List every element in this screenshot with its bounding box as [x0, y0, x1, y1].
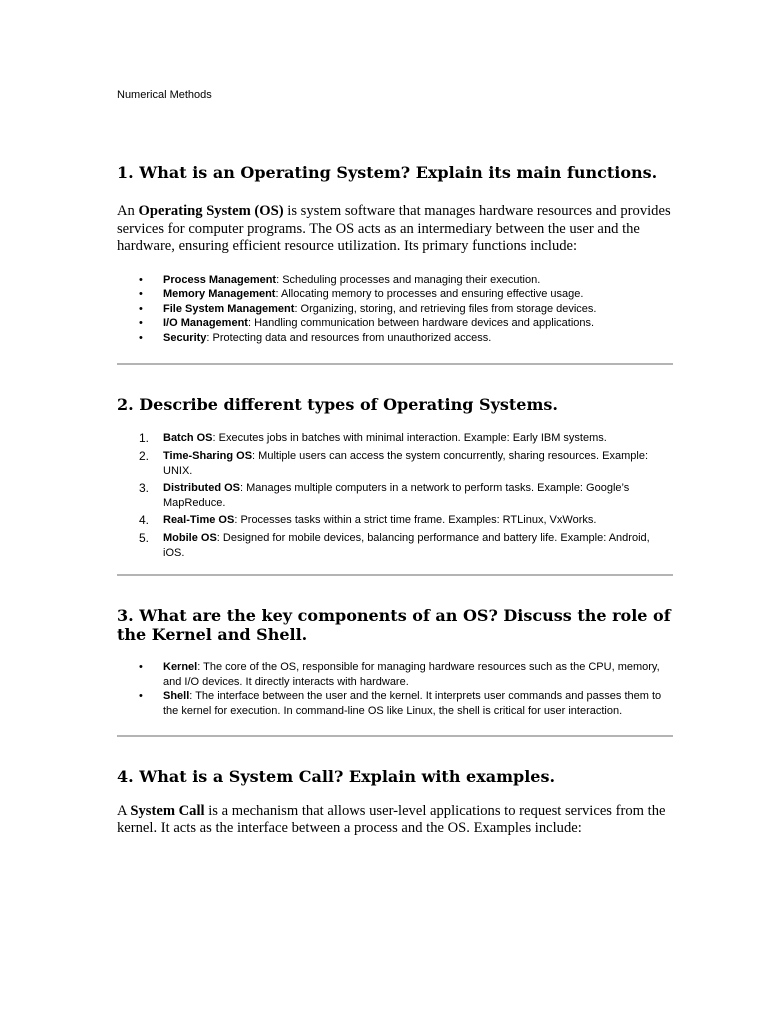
page-header: Numerical Methods: [117, 89, 212, 101]
list-item-term: Time-Sharing OS: [163, 450, 253, 463]
numbered-item: [117, 431, 673, 446]
list-item-term: Mobile OS: [163, 532, 217, 545]
q4-heading: 4. What is a System Call? Explain with examples.: [117, 766, 556, 786]
list-item-text: : Handling communication between hardware devices and applications.: [247, 317, 595, 330]
q1-heading: 1. What is an Operating System? Explain its main functions.: [117, 163, 658, 182]
bullet-marker: •: [139, 331, 143, 344]
numbered-item: [117, 531, 673, 560]
list-item-text: : Processes tasks within a strict time frame. Examples: RTLinux, VxWorks.: [234, 514, 597, 527]
numbered-item: [117, 513, 673, 528]
numbered-item: [117, 449, 673, 478]
q3-heading: 3. What are the key components of an OS? Discuss the role of the Kernel and Shell.: [117, 606, 671, 645]
q2-types-list: [117, 431, 673, 560]
q1-function-list: [117, 273, 673, 346]
section-q4: [117, 767, 673, 838]
list-item-text: : Protecting data and resources from unauthorized access.: [206, 331, 492, 344]
list-item: [117, 689, 673, 718]
item-number: 2.: [139, 449, 150, 464]
item-number: 3.: [139, 481, 150, 496]
q4-intro-prefix: A: [117, 802, 131, 819]
q4-intro-rest: is a mechanism that allows user-level applications to request services from the kernel. It acts as the interface between a process and the OS. Examples include:: [117, 802, 666, 837]
numbered-item: [117, 481, 673, 510]
list-item: [117, 287, 673, 302]
section-q2: [117, 395, 673, 560]
list-item-text: : The interface between the user and the kernel. It interprets user commands and passes them to the kernel for execution. In command-line OS like Linux, the shell is critical for user interaction.: [163, 690, 662, 717]
list-item-term: Security: [163, 331, 207, 344]
q4-intro-paragraph: [117, 803, 673, 838]
bullet-marker: •: [139, 690, 143, 703]
document-body: [117, 163, 673, 838]
list-item-term: Kernel: [163, 661, 198, 674]
list-item-text: : Manages multiple computers in a network to perform tasks. Example: Google’s MapReduce.: [163, 482, 630, 509]
list-item-term: Batch OS: [163, 432, 213, 445]
list-item-term: Shell: [163, 690, 190, 703]
section-q1: [117, 163, 673, 345]
list-item-text: : Allocating memory to processes and ensuring effective usage.: [275, 288, 584, 301]
list-item-term: Distributed OS: [163, 482, 241, 495]
list-item-term: Process Management: [163, 273, 277, 286]
list-item-text: : Organizing, storing, and retrieving files from storage devices.: [294, 302, 597, 315]
item-number: 5.: [139, 531, 150, 546]
q1-intro-prefix: An: [117, 203, 139, 219]
list-item-term: I/O Management: [163, 317, 248, 330]
section-divider: [117, 574, 673, 576]
list-item: [117, 331, 673, 346]
list-item: [117, 302, 673, 317]
item-number: 4.: [139, 513, 150, 528]
bullet-marker: •: [139, 288, 143, 301]
list-item-text: : Scheduling processes and managing their execution.: [276, 273, 541, 286]
q4-intro-bold: System Call: [130, 802, 205, 819]
bullet-marker: •: [139, 317, 143, 330]
list-item-term: Memory Management: [163, 288, 276, 301]
list-item-text: : Executes jobs in batches with minimal interaction. Example: Early IBM systems.: [212, 432, 607, 445]
q1-intro-paragraph: [117, 203, 673, 256]
list-item-text: : The core of the OS, responsible for managing hardware resources such as the CPU, memory, and I/O devices. It directly interacts with hardware.: [163, 661, 660, 688]
list-item: [117, 316, 673, 331]
q1-intro-bold: Operating System (OS): [138, 203, 284, 219]
bullet-marker: •: [139, 302, 143, 315]
list-item-term: File System Management: [163, 302, 295, 315]
q2-heading: 2. Describe different types of Operating Systems.: [117, 395, 558, 415]
bullet-marker: •: [139, 273, 143, 286]
q3-components-list: [117, 660, 673, 718]
bullet-marker: •: [139, 661, 143, 674]
list-item-text: : Designed for mobile devices, balancing performance and battery life. Example: Android, iOS.: [163, 532, 650, 559]
item-number: 1.: [139, 431, 150, 446]
list-item: [117, 660, 673, 689]
section-divider: [117, 735, 673, 737]
section-divider: [117, 363, 673, 365]
list-item-term: Real-Time OS: [163, 514, 235, 527]
list-item-text: : Multiple users can access the system concurrently, sharing resources. Example: UNIX.: [163, 450, 649, 477]
q1-intro-rest: is system software that manages hardware resources and provides services for computer programs. The OS acts as an intermediary between the user and the hardware, ensuring efficient resource utilization. Its primary functions include:: [117, 203, 671, 254]
list-item: [117, 273, 673, 288]
section-q3: [117, 606, 673, 718]
